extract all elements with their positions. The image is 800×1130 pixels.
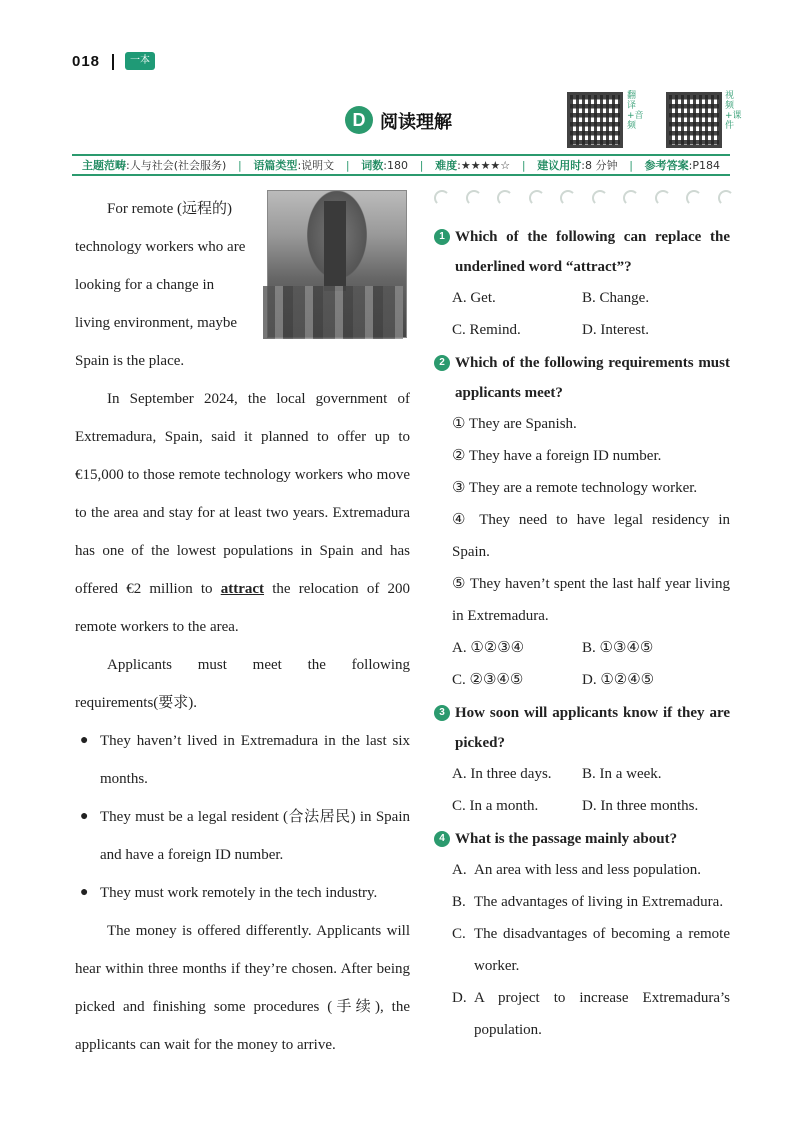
requirement-item: ● They must work remotely in the tech industry. [80, 874, 410, 912]
statement-item: ⑤ They haven’t spent the last half year living in Extremadura. [452, 576, 730, 624]
bullet-icon: ● [80, 809, 89, 824]
question-2 [434, 348, 730, 408]
question-number-icon: 1 [434, 229, 450, 245]
question-stem: Which of the following can replace the underlined word “attract”? [455, 229, 730, 275]
requirement-item: ● They must be a legal resident (合法居民) in Spain and have a foreign ID number. [80, 798, 410, 874]
question-stem: Which of the following requirements must applicants meet? [455, 355, 730, 401]
page-number-divider [112, 54, 114, 70]
info-word-count: 词数:180 [361, 159, 408, 172]
info-divider: | [345, 158, 350, 172]
option-row [434, 664, 730, 696]
statement-item: ① They are Spanish. [452, 416, 577, 432]
info-divider: | [419, 158, 424, 172]
qr-label-video: 视频+课件 [725, 91, 742, 131]
option-row [434, 314, 730, 346]
p1-line: For remote (远程的) [107, 201, 232, 217]
option-row [434, 758, 730, 790]
option-d[interactable]: D. Interest. [582, 322, 650, 338]
question-stem: How soon will applicants know if they are picked? [455, 705, 730, 751]
section-title: 阅读理解 [380, 112, 452, 133]
info-divider: | [238, 158, 242, 172]
option-d[interactable]: D. In three months. [582, 798, 699, 814]
info-difficulty: 难度:★★★★☆ [435, 159, 511, 172]
brand-logo: 一本 [125, 52, 155, 70]
info-divider: | [521, 158, 526, 172]
p1-line: living environment, maybe [75, 315, 238, 331]
underlined-word: attract [220, 581, 265, 597]
p1-line: technology workers who are [75, 239, 246, 255]
option-a[interactable]: A. ①②③④ [452, 640, 525, 656]
question-3 [434, 698, 730, 758]
passage-paragraph-1 [75, 190, 410, 380]
passage-paragraph-3: Applicants must meet the following requirements(要求). [75, 657, 410, 711]
option-b[interactable]: B. In a week. [582, 766, 662, 782]
section-letter-badge: D [345, 106, 373, 134]
passage-paragraph-2: In September 2024, the local government of Extremadura, Spain, said it planned to offer up to €15,000 to those remote technology workers who move to the area and stay for at least two years. Extremadura has one of the lowest populations in Spain and has offered €2 million to attract the relocation of 200 remote workers to the area. [75, 391, 410, 635]
question-number-icon: 3 [434, 705, 450, 721]
info-answer-page: 参考答案:P184 [644, 159, 720, 172]
info-suggested-time: 建议用时:8 分钟 [537, 159, 618, 172]
option-a[interactable]: A. In three days. [452, 766, 552, 782]
option-row [434, 790, 730, 822]
question-1 [434, 222, 730, 282]
bullet-icon: ● [80, 885, 89, 900]
option-b[interactable]: B. The advantages of living in Extremadura. [452, 894, 724, 910]
qr-code-video-icon[interactable] [666, 92, 722, 148]
info-bar [72, 154, 730, 176]
info-genre: 语篇类型:说明文 [253, 159, 335, 172]
option-c[interactable]: C. Remind. [452, 322, 521, 338]
option-c[interactable]: C. The disadvantages of becoming a remote worker. [452, 926, 730, 974]
decorative-rings [434, 190, 734, 206]
statement-item: ④ They need to have legal residency in Spain. [452, 512, 730, 560]
option-a[interactable]: A. Get. [452, 290, 496, 306]
p1-line: Spain is the place. [75, 353, 185, 369]
question-stem: What is the passage mainly about? [455, 831, 678, 847]
option-a[interactable]: A. An area with less and less population. [452, 862, 702, 878]
info-topic: 主题范畴:人与社会(社会服务) [82, 159, 227, 172]
p1-line: looking for a change in [75, 277, 215, 293]
question-number-icon: 4 [434, 831, 450, 847]
option-c[interactable]: C. In a month. [452, 798, 539, 814]
option-row [434, 632, 730, 664]
option-d[interactable]: D. ①②④⑤ [582, 672, 655, 688]
option-d[interactable]: D. A project to increase Extremadura’s population. [452, 990, 730, 1038]
requirement-item: ● They haven’t lived in Extremadura in the last six months. [80, 722, 410, 798]
option-b[interactable]: B. ①③④⑤ [582, 640, 654, 656]
passage-paragraph-4: The money is offered differently. Applicants will hear within three months if they’re chosen. After being picked and finishing some procedures (手续), the applicants can wait for the money to arrive. [75, 923, 410, 1053]
option-b[interactable]: B. Change. [582, 290, 650, 306]
question-4 [434, 824, 730, 854]
statement-item: ② They have a foreign ID number. [452, 448, 662, 464]
reading-passage [75, 190, 410, 1064]
info-divider: | [629, 158, 633, 172]
qr-label-translation: 翻译+音频 [627, 91, 644, 131]
bullet-icon: ● [80, 733, 89, 748]
page-number: 018 [72, 53, 101, 70]
option-c[interactable]: C. ②③④⑤ [452, 672, 524, 688]
qr-code-translation-icon[interactable] [567, 92, 623, 148]
question-number-icon: 2 [434, 355, 450, 371]
statement-item: ③ They are a remote technology worker. [452, 480, 698, 496]
questions [434, 220, 730, 1046]
option-row [434, 282, 730, 314]
